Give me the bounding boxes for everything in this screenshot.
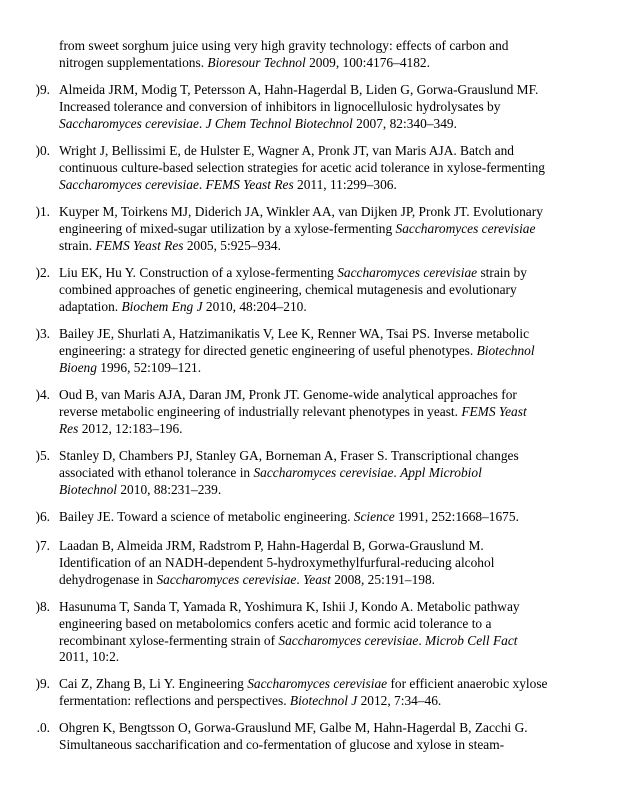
reference-line	[59, 143, 600, 160]
text-run: recombinant xylose-fermenting strain of	[59, 632, 279, 648]
reference-line	[59, 538, 600, 555]
text-run: Ohgren K, Bengtsson O, Gorwa-Grauslund MF, Galbe M, Hahn-Hagerdal B, Zacchi G.	[59, 720, 528, 735]
text-run: Laadan B, Almeida JRM, Radstrom P, Hahn-Hagerdal B, Gorwa-Grauslund M.	[59, 538, 484, 553]
text-run: Kuyper M, Toirkens MJ, Diderich JA, Winkler AA, van Dijken JP, Pronk JT. Evolutionary	[59, 204, 543, 219]
reference-line	[59, 38, 600, 55]
reference-line	[59, 693, 600, 710]
reference-line	[59, 421, 600, 438]
text-run: fermentation: reflections and perspectives.	[59, 692, 290, 708]
text-run: continuous culture-based selection strategies for acetic acid tolerance in xylose-fermenting	[59, 159, 545, 175]
text-run: .	[198, 115, 206, 131]
italic-text: Res	[59, 420, 79, 436]
text-run: dehydrogenase in	[59, 571, 157, 587]
text-run: 2009, 100:4176–4182.	[305, 54, 430, 70]
reference-number: )9.	[35, 676, 50, 691]
reference-line	[59, 282, 600, 299]
reference-line	[59, 599, 600, 616]
text-run: adaptation.	[59, 298, 122, 314]
reference-number: .0.	[36, 720, 50, 735]
reference-number: )8.	[35, 599, 50, 614]
reference-line	[59, 360, 600, 377]
reference-line	[59, 55, 600, 72]
reference-number: )5.	[35, 448, 50, 463]
text-run: Cai Z, Zhang B, Li Y. Engineering	[59, 676, 248, 691]
italic-text: Bioeng	[59, 359, 97, 375]
reference-number: )2.	[35, 265, 50, 280]
text-run: engineering based on metabolomics confers acetic and formic acid tolerance to a	[59, 615, 492, 631]
reference-number: )4.	[35, 387, 50, 402]
text-run: strain.	[59, 237, 96, 253]
reference-number: )7.	[35, 538, 50, 553]
reference-line	[59, 221, 600, 238]
italic-text: Biotechnol	[476, 342, 535, 358]
italic-text: Biochem Eng J	[121, 298, 203, 314]
reference-line	[59, 82, 600, 99]
reference-line	[59, 99, 600, 116]
text-run: engineering: a strategy for directed genetic engineering of useful phenotypes.	[59, 342, 477, 358]
italic-text: Saccharomyces cerevisiae	[337, 265, 478, 280]
italic-text: Saccharomyces cerevisiae	[59, 176, 199, 192]
reference-number: )9.	[35, 82, 50, 97]
italic-text: J Chem Technol Biotechnol	[205, 115, 353, 131]
text-run: 2012, 12:183–196.	[78, 420, 183, 436]
reference-line	[59, 177, 600, 194]
reference-line	[59, 116, 600, 133]
text-run: 2010, 88:231–239.	[117, 481, 222, 497]
reference-text	[59, 676, 600, 710]
italic-text: Saccharomyces cerevisiae	[278, 632, 419, 648]
italic-text: FEMS Yeast Res	[205, 176, 294, 192]
text-run: Bailey JE, Shurlati A, Hatzimanikatis V, Lee K, Renner WA, Tsai PS. Inverse metabolic	[59, 326, 530, 341]
text-run: Increased tolerance and conversion of inhibitors in lignocellulosic hydrolysates by	[59, 98, 501, 114]
text-run: 2005, 5:925–934.	[183, 237, 281, 253]
italic-text: Saccharomyces cerevisiae	[247, 676, 388, 691]
text-run: associated with ethanol tolerance in	[59, 464, 254, 480]
italic-text: FEMS Yeast Res	[95, 237, 184, 253]
text-run: .	[296, 571, 304, 587]
reference-number: )6.	[35, 509, 50, 524]
text-run: engineering of mixed-sugar utilization by a xylose-fermenting	[59, 220, 396, 236]
reference-line	[59, 326, 600, 343]
text-run: 2011, 10:2.	[59, 649, 120, 665]
italic-text: Appl Microbiol	[400, 464, 482, 480]
text-run: 2008, 25:191–198.	[330, 571, 436, 587]
italic-text: FEMS Yeast	[461, 403, 527, 419]
reference-line	[59, 387, 600, 404]
italic-text: Saccharomyces cerevisiae	[156, 571, 297, 587]
italic-text: Bioresour Technol	[207, 54, 306, 70]
text-run: 2010, 48:204–210.	[202, 298, 307, 314]
reference-number: )0.	[35, 143, 50, 158]
reference-line	[59, 737, 600, 754]
reference-text	[59, 38, 600, 72]
reference-line	[59, 299, 600, 316]
reference-text	[59, 599, 600, 666]
italic-text: Saccharomyces cerevisiae	[59, 115, 199, 131]
text-run: 2012, 7:34–46.	[357, 692, 442, 708]
reference-line	[59, 616, 600, 633]
reference-line	[59, 404, 600, 421]
text-run: Liu EK, Hu Y. Construction of a xylose-fermenting	[59, 265, 338, 280]
reference-line	[59, 649, 600, 666]
italic-text: Saccharomyces cerevisiae	[253, 464, 394, 480]
reference-line	[59, 265, 600, 282]
text-run: .	[393, 464, 401, 480]
reference-line	[59, 555, 600, 572]
text-run: strain by	[477, 265, 527, 280]
text-run: Simultaneous saccharification and co-fermentation of glucose and xylose in steam-	[59, 736, 505, 752]
reference-text	[59, 720, 600, 754]
reference-line	[59, 509, 600, 526]
text-run: .	[418, 632, 426, 648]
reference-number: )3.	[35, 326, 50, 341]
italic-text: Saccharomyces cerevisiae	[395, 220, 536, 236]
reference-text	[59, 509, 600, 526]
reference-line	[59, 633, 600, 650]
italic-text: Yeast	[303, 571, 331, 587]
reference-line	[59, 572, 600, 589]
text-run: Oud B, van Maris AJA, Daran JM, Pronk JT. Genome-wide analytical approaches for	[59, 387, 517, 402]
reference-text	[59, 387, 600, 437]
text-run: from sweet sorghum juice using very high gravity technology: effects of carbon and	[59, 38, 509, 53]
text-run: Hasunuma T, Sanda T, Yamada R, Yoshimura K, Ishii J, Kondo A. Metabolic pathway	[59, 599, 520, 614]
reference-line	[59, 720, 600, 737]
text-run: Identification of an NADH-dependent 5-hydroxymethylfurfural-reducing alcohol	[59, 554, 495, 570]
reference-text	[59, 143, 600, 193]
reference-text	[59, 204, 600, 254]
text-run: Bailey JE. Toward a science of metabolic engineering.	[59, 509, 354, 524]
reference-line	[59, 448, 600, 465]
text-run: combined approaches of genetic engineering, chemical mutagenesis and evolutionary	[59, 281, 517, 297]
reference-line	[59, 676, 600, 693]
text-run: for efficient anaerobic xylose	[387, 676, 548, 691]
text-run: 2007, 82:340–349.	[352, 115, 457, 131]
text-run: .	[198, 176, 206, 192]
italic-text: Microb Cell Fact	[425, 632, 518, 648]
italic-text: Biotechnol	[59, 481, 118, 497]
reference-line	[59, 482, 600, 499]
text-run: 2011, 11:299–306.	[293, 176, 397, 192]
text-run: 1991, 252:1668–1675.	[394, 509, 519, 524]
reference-text	[59, 265, 600, 315]
reference-text	[59, 326, 600, 376]
italic-text: Biotechnol J	[289, 692, 358, 708]
text-run: nitrogen supplementations.	[59, 54, 208, 70]
text-run: reverse metabolic engineering of industrially relevant phenotypes in yeast.	[59, 403, 462, 419]
text-run: 1996, 52:109–121.	[96, 359, 202, 375]
text-run: Wright J, Bellissimi E, de Hulster E, Wagner A, Pronk JT, van Maris AJA. Batch and	[59, 143, 514, 158]
reference-line	[59, 160, 600, 177]
reference-text	[59, 448, 600, 498]
text-run: Almeida JRM, Modig T, Petersson A, Hahn-Hagerdal B, Liden G, Gorwa-Grauslund MF.	[59, 82, 539, 97]
italic-text: Science	[353, 509, 395, 524]
reference-line	[59, 465, 600, 482]
reference-line	[59, 238, 600, 255]
reference-line	[59, 343, 600, 360]
text-run: Stanley D, Chambers PJ, Stanley GA, Borneman A, Fraser S. Transcriptional changes	[59, 448, 519, 463]
reference-text	[59, 82, 600, 132]
reference-text	[59, 538, 600, 588]
reference-line	[59, 204, 600, 221]
reference-number: )1.	[35, 204, 50, 219]
